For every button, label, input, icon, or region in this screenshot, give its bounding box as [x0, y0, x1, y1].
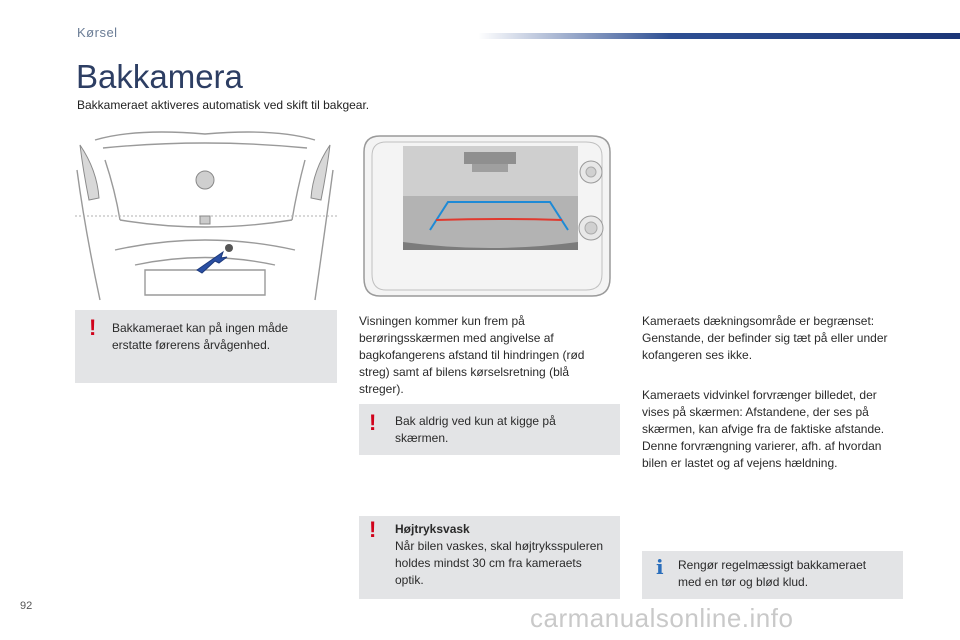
page-number: 92 [20, 600, 33, 612]
right2-line: vises på skærmen: Afstandene, der ses på [642, 405, 869, 419]
middle-line: bagkofangerens afstand til hindringen (rød [359, 348, 585, 362]
warning2-line: Bak aldrig ved kun at kigge på [395, 414, 556, 428]
car-rear-illustration [75, 130, 337, 302]
middle-line: streger). [359, 382, 404, 396]
right-description-coverage [642, 313, 887, 364]
warning3-line: optik. [395, 573, 424, 587]
warning-box-pressure-wash [359, 516, 620, 599]
section-label: Kørsel [77, 25, 118, 40]
right-description-distortion [642, 387, 884, 472]
middle-description [359, 313, 584, 398]
touchscreen-illustration [360, 130, 612, 300]
warning1-line: Bakkameraet kan på ingen måde [112, 321, 289, 335]
right2-line: Kameraets vidvinkel forvrænger billedet, der [642, 388, 877, 402]
right1-line: Kameraets dækningsområde er begrænset: [642, 314, 875, 328]
info-box-cleaning [642, 551, 903, 599]
right1-line: Genstande, der befinder sig tæt på eller under [642, 331, 888, 345]
warning2-line: skærmen. [395, 431, 449, 445]
info-icon: i [656, 555, 664, 579]
warning-icon: ! [89, 315, 97, 340]
right1-line: kofangeren ses ikke. [642, 348, 753, 362]
right2-line: skærmen, kan afvige fra de faktiske afstande. [642, 422, 885, 436]
warning-box-reversing [359, 404, 620, 455]
warning-icon: ! [369, 517, 377, 542]
info-line: med en tør og blød klud. [678, 575, 809, 589]
right2-line: bilen er lastet og af vejens hældning. [642, 456, 838, 470]
middle-line: Visningen kommer kun frem på [359, 314, 525, 328]
info-line: Rengør regelmæssigt bakkameraet [678, 558, 867, 572]
right2-line: Denne forvrængning varierer, afh. af hvordan [642, 439, 882, 453]
warning3-line: Når bilen vaskes, skal højtryksspuleren [395, 539, 604, 553]
middle-line: berøringsskærmen med angivelse af [359, 331, 554, 345]
warning-box-attention [75, 310, 337, 383]
warning3-title: Højtryksvask [395, 522, 470, 536]
page-title: Bakkamera [76, 58, 243, 95]
intro-text: Bakkameraet aktiveres automatisk ved skift til bakgear. [77, 98, 370, 112]
watermark: carmanualsonline.info [530, 603, 794, 633]
warning-icon: ! [369, 410, 377, 435]
header-bar [478, 33, 960, 39]
warning3-line: holdes mindst 30 cm fra kameraets [395, 556, 582, 570]
middle-line: streg) samt af bilens kørselsretning (blå [359, 365, 570, 379]
warning1-line: erstatte førerens årvågenhed. [112, 338, 271, 352]
